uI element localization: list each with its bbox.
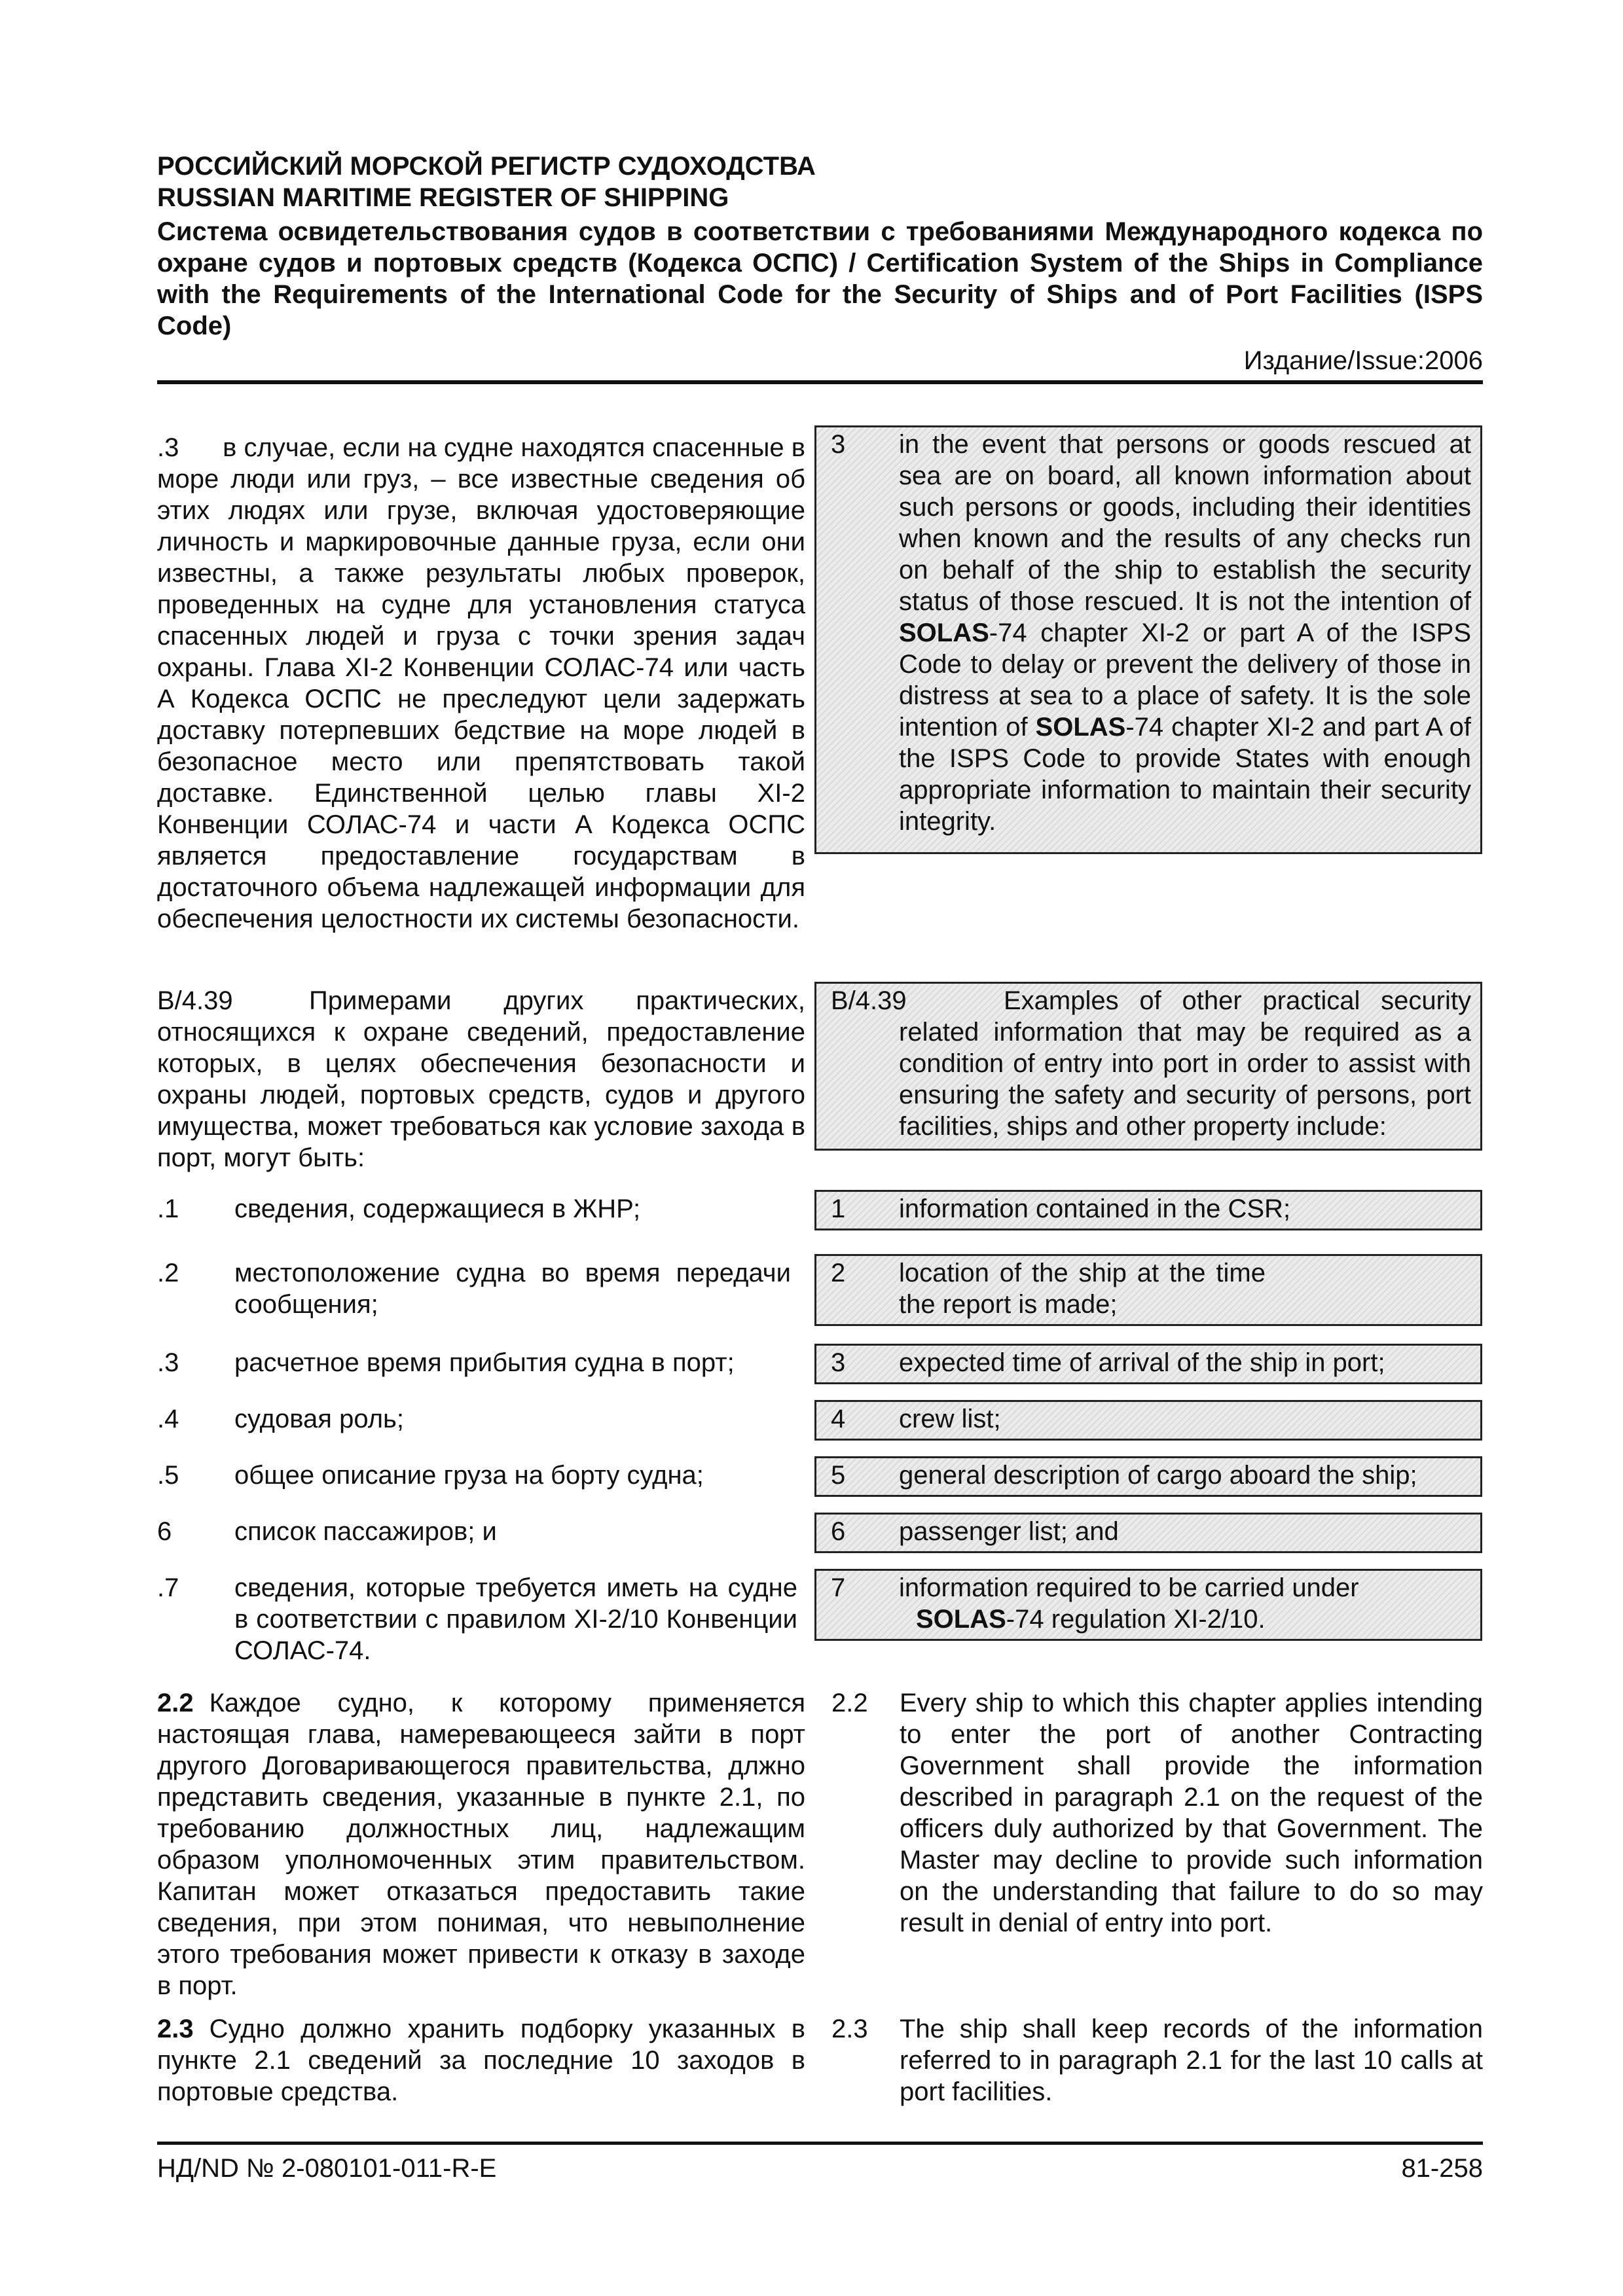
section-2-2-ru-text: Каждое судно, к которому применяется настоящая глава, намеревающееся зайти в порт другого Договаривающегося правительства, длжно представить сведения, указанные в пункте 2.1, по требованию должностных лиц, надлежащим образом уполномоченных этим правительством. Капитан может отказаться предоставить такие сведения, при этом понимая, что невыполнение этого требования может привести к отказу в заходе в порт. [157, 1689, 805, 2000]
section-2-3-en-num: 2.3 [831, 2015, 868, 2043]
list-item-7-en-box [814, 1569, 1482, 1641]
list-item-3-ru: расчетное время прибытия судна в порт; [234, 1348, 735, 1377]
list-item-2-ru: местоположение судна во время передачи сообщения; [234, 1259, 791, 1319]
list-item-5-en-num: 5 [831, 1461, 846, 1490]
item3-en-num: 3 [831, 430, 846, 459]
list-item-1-en-num: 1 [831, 1194, 846, 1223]
list-item-4-en-num: 4 [831, 1405, 846, 1433]
list-item-7-en [899, 1572, 1370, 1635]
list-item-7-ru-num: .7 [157, 1573, 179, 1602]
list-item-6-en-box [814, 1513, 1482, 1553]
list-item-4-ru: судовая роль; [234, 1405, 404, 1433]
list-item-4-en-box [814, 1400, 1482, 1441]
list-item-5-ru-num: .5 [157, 1461, 179, 1490]
section-2-2-en-text: Every ship to which this chapter applies intending to enter the port of another Contracting Government shall provide the information described in paragraph 2.1 on the request of the officers duly authorized by that Government. The Master may decline to provide such information on the understanding that failure to do so may result in denial of entry into port. [900, 1689, 1483, 1937]
list-item-7-en-num: 7 [831, 1573, 846, 1602]
item3-ru-text: .3 в случае, если на судне находятся спасенные в море люди или груз, – все известные сведения об этих людях или грузе, включая удостоверяющие личность и маркировочные данные груза, если они известны, а также результаты любых проверок, проведенных на судне для установления статуса спасенных людей и груза с точки зрения задач охраны. Глава XI-2 Конвенции СОЛАС-74 или часть А Кодекса ОСПС не преследуют цели задержать доставку потерпевших бедствие на море людей в безопасное место или препятствовать такой доставке. Единственной целью главы XI-2 Конвенции СОЛАС-74 и части А Кодекса ОСПС является предоставление государствам в достаточного объема надлежащей информации для обеспечения целостности их системы безопасности. [157, 433, 813, 933]
register-title-en: RUSSIAN MARITIME REGISTER OF SHIPPING [157, 183, 729, 212]
list-item-5-en: general description of cargo aboard the ship; [899, 1461, 1417, 1490]
solas-term: SOLAS [1035, 713, 1126, 742]
section-2-2-ru [157, 1687, 805, 2001]
list-item-3-ru-num: .3 [157, 1348, 179, 1377]
list-item-5-ru: общее описание груза на борту судна; [234, 1461, 704, 1490]
document-header [157, 151, 1483, 342]
list-item-6-ru: список пассажиров; и [234, 1517, 497, 1546]
b439-ru-num: В/4.39 [157, 986, 233, 1015]
b439-ru [157, 985, 805, 1174]
header-rule [157, 380, 1483, 384]
item3-en-part-a: in the event that persons or goods rescued at sea are on board, all known information about such persons or goods, including their identities when known and the results of any checks run on behalf of the ship to establish the security status of those rescued. It is not the intention of [899, 430, 1471, 616]
item3-en-box [814, 425, 1482, 854]
register-title-ru: РОССИЙСКИЙ МОРСКОЙ РЕГИСТР СУДОХОДСТВА [157, 152, 816, 181]
item3-en-part-b: -74 chapter XI-2 or part A of the ISPS Code to delay or prevent the delivery of those in distress at sea to a place of safety. It is the sole intention of [899, 619, 1471, 742]
list-item-3-en: expected time of arrival of the ship in port; [899, 1348, 1385, 1377]
list-item-1-en-box [814, 1190, 1482, 1230]
section-2-3-ru [157, 2013, 805, 2108]
item3-en-part-c: -74 chapter XI-2 and part A of the ISPS Code to provide States with enough appropriate information to maintain their security integrity. [899, 713, 1471, 836]
section-2-2-ru-paragraph [157, 1687, 805, 2001]
list-item-3-en-box [814, 1344, 1482, 1384]
solas-term: SOLAS [916, 1605, 1006, 1634]
section-2-3-ru-text: Судно должно хранить подборку указанных в пункте 2.1 сведений за последние 10 заходов в портовые средства. [157, 2015, 805, 2106]
page-number: 81-258 [1401, 2154, 1483, 2183]
footer-rule [157, 2142, 1483, 2145]
list-item-2-ru-num: .2 [157, 1259, 179, 1287]
list-item-3-en-num: 3 [831, 1348, 846, 1377]
list-item-1-ru-num: .1 [157, 1194, 179, 1223]
list-item-4-ru-num: .4 [157, 1405, 179, 1433]
list-item-6-ru-num: 6 [157, 1517, 172, 1546]
list-item-2-en: location of the ship at the time the report is made; [899, 1259, 1266, 1319]
document-number: НД/ND № 2-080101-011-R-E [157, 2154, 497, 2183]
section-2-2-en [831, 1687, 1483, 1939]
item3-ru [157, 432, 813, 935]
list-item-7-ru: сведения, которые требуется иметь на судне в соответствии с правилом XI-2/10 Конвенции СОЛАС-74. [234, 1573, 797, 1665]
b439-en-text: Examples of other practical security related information that may be required as a condition of entry into port in order to assist with ensuring the safety and security of persons, port facilities, ships and other property include: [899, 986, 1471, 1141]
list-item-1-en: information contained in the CSR; [899, 1194, 1291, 1223]
section-2-2-ru-num: 2.2 [157, 1689, 194, 1717]
issue-label: Издание/Issue:2006 [1243, 346, 1483, 375]
list-item-1-ru: сведения, содержащиеся в ЖНР; [234, 1194, 641, 1223]
b439-ru-text: Примерами других практических, относящихся к охране сведений, предоставление которых, в целях обеспечения безопасности и охраны людей, портовых средств, судов и другого имущества, может требоваться как условие захода в порт, могут быть: [157, 986, 805, 1172]
section-2-2-en-num: 2.2 [831, 1689, 868, 1717]
list-item-5-en-box [814, 1456, 1482, 1497]
list-item-2-en-box [814, 1254, 1482, 1326]
section-2-3-ru-paragraph [157, 2013, 805, 2108]
list-item-2-en-num: 2 [831, 1259, 846, 1287]
item3-en-text [899, 429, 1471, 837]
list-item-4-en: crew list; [899, 1405, 1001, 1433]
list-item-7-en-part-b: -74 regulation XI-2/10. [1006, 1605, 1266, 1634]
list-item-6-en-num: 6 [831, 1517, 846, 1546]
b439-ru-paragraph [157, 985, 805, 1174]
list-item-6-en: passenger list; and [899, 1517, 1119, 1546]
list-item-7-en-part-a: information required to be carried under [899, 1573, 1359, 1602]
document-subtitle: Система освидетельствования судов в соответствии с требованиями Международного кодекса по охране судов и портовых средств (Кодекса ОСПС) / Certification System of the Ships in Compliance with the Requirements of the International Code for the Security of Ships and of Port Facilities (ISPS Code) [157, 217, 1483, 340]
section-2-3-ru-num: 2.3 [157, 2015, 194, 2043]
section-2-3-en-text: The ship shall keep records of the information referred to in paragraph 2.1 for the last 10 calls at port facilities. [900, 2015, 1483, 2106]
b439-en-box [814, 982, 1482, 1151]
section-2-3-en [831, 2013, 1483, 2108]
b439-en-num: B/4.39 [831, 986, 907, 1015]
solas-term: SOLAS [899, 619, 989, 647]
